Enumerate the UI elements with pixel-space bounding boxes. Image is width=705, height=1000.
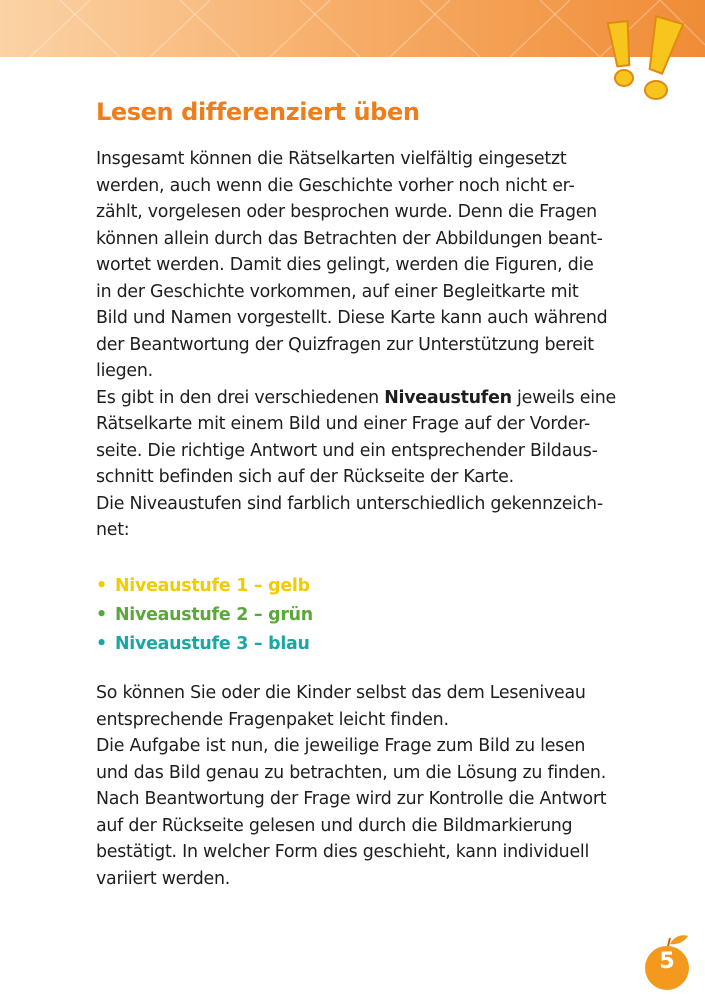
text-line: liegen. — [96, 361, 153, 381]
instructions-paragraph — [96, 680, 636, 892]
text-line: So können Sie oder die Kinder selbst das dem Leseniveau — [96, 683, 586, 703]
text-run: jeweils eine — [511, 387, 617, 408]
text-run: Es gibt in den drei verschiedenen — [96, 387, 385, 408]
text-line: Nach Beantwortung der Frage wird zur Kontrolle die Antwort — [96, 789, 607, 809]
level-label: Niveaustufe 3 – blau — [115, 634, 310, 654]
text-line: Bild und Namen vorgestellt. Diese Karte kann auch während — [96, 308, 608, 328]
text-line: seite. Die richtige Antwort und ein entsprechender Bildaus- — [96, 440, 598, 461]
bullet-icon: • — [96, 576, 107, 596]
level-item-3 — [96, 630, 313, 659]
text-line: Rätselkarte mit einem Bild und einer Frage auf der Vorder- — [96, 414, 591, 434]
page-title: Lesen differenziert üben — [96, 98, 420, 126]
text-line: entsprechende Fragenpaket leicht finden. — [96, 709, 449, 730]
level-list — [96, 572, 313, 659]
level-item-1 — [96, 572, 313, 601]
text-line: Die Niveaustufen sind farblich unterschiedlich gekennzeich- — [96, 493, 603, 514]
text-line: und das Bild genau zu betrachten, um die Lösung zu finden. — [96, 762, 606, 783]
level-label: Niveaustufe 1 – gelb — [115, 576, 310, 596]
text-line: auf der Rückseite gelesen und durch die Bildmarkierung — [96, 815, 573, 836]
bullet-icon: • — [96, 634, 107, 654]
text-line: der Beantwortung der Quizfragen zur Unterstützung bereit — [96, 334, 594, 355]
bullet-icon: • — [96, 605, 107, 625]
text-line: können allein durch das Betrachten der Abbildungen beant- — [96, 228, 603, 249]
text-line: zählt, vorgelesen oder besprochen wurde. Denn die Fragen — [96, 202, 597, 222]
text-line: in der Geschichte vorkommen, auf einer Begleitkarte mit — [96, 281, 579, 302]
text-line: net: — [96, 520, 130, 540]
text-line: werden, auch wenn die Geschichte vorher noch nicht er- — [96, 175, 575, 196]
text-line: schnitt befinden sich auf der Rückseite der Karte. — [96, 467, 514, 487]
bold-term: Niveaustufen — [384, 387, 512, 408]
level-item-2 — [96, 601, 313, 630]
page-number: 5 — [659, 949, 675, 974]
text-line: Die Aufgabe ist nun, die jeweilige Frage zum Bild zu lesen — [96, 736, 586, 756]
text-line: wortet werden. Damit dies gelingt, werden die Figuren, die — [96, 255, 594, 275]
text-line: variiert werden. — [96, 868, 231, 889]
exclamation-marks-icon — [600, 8, 695, 108]
text-line — [96, 385, 636, 412]
text-line: Insgesamt können die Rätselkarten vielfältig eingesetzt — [96, 149, 567, 169]
level-label: Niveaustufe 2 – grün — [115, 605, 313, 625]
intro-paragraph — [96, 146, 636, 544]
text-line: bestätigt. In welcher Form dies geschieht, kann individuell — [96, 842, 590, 862]
